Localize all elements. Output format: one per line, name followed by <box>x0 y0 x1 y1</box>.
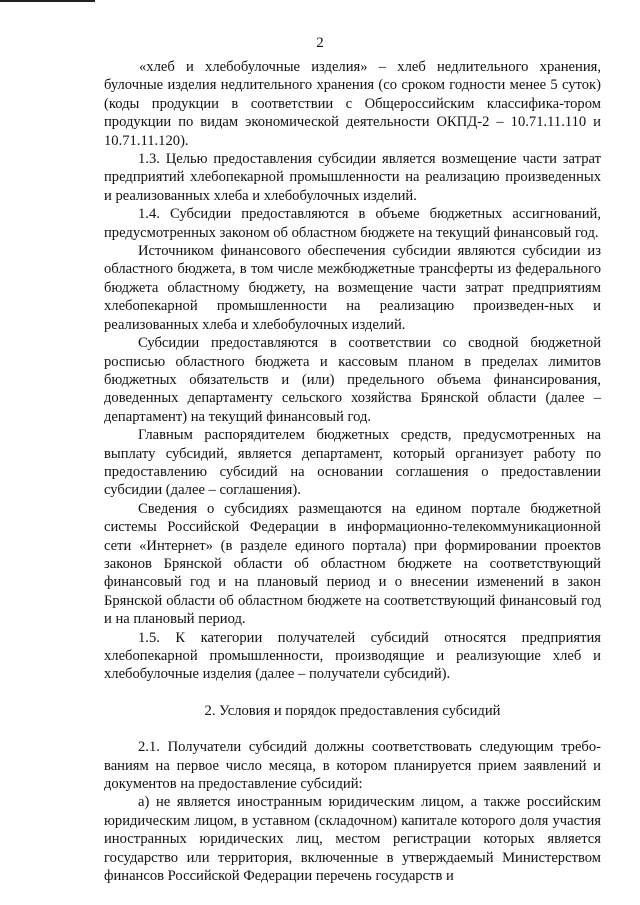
paragraph-1-4: 1.4. Субсидии предоставляются в объеме бюджетных ассигнований, предусмотренных законом об областном бюджете на текущий финансовый год. <box>104 206 601 241</box>
paragraph-1-3: 1.3. Целью предоставления субсидии является возмещение части затрат предприятий хлебопекарной промышленности на реализацию произведенных и реализованных хлеба и хлебобулочных изделий. <box>104 151 601 204</box>
paragraph-1-5: 1.5. К категории получателей субсидий относятся предприятия хлебопекарной промышленности, производящие и реализующие хлеб и хлебобулочные изделия (далее – получатели субсидий). <box>104 629 601 683</box>
scan-edge-line <box>0 0 95 2</box>
page-number: 2 <box>316 35 324 51</box>
paragraph-product-definition: «хлеб и хлебобулочные изделия» – хлеб недлительного хранения, булочные изделия недлительного хранения (со сроком годности менее 5 суток) (коды продукции в соответствии с Общероссийским классифика-тором продукции по видам экономической деятельности ОКПД-2 – 10.71.11.110 и 10.71.11.120). <box>104 59 601 149</box>
paragraph-funding-source: Источником финансового обеспечения субсидии являются субсидии из областного бюджета, в том числе межбюджетные трансферты из федерального бюджета областному бюджету, на возмещение части затрат предприятиям хлебопекарной промышленности на реализацию произведен-ных и реализованных хлеба и хлебобулочных изделий. <box>104 243 601 333</box>
paragraph-requirement-a: а) не является иностранным юридическим лицом, а также российским юридическим лицом, в уставном (складочном) капитале которого доля участия иностранных юридических лиц, местом регистрации которых является государство или территория, включенные в утверждаемый Министерством финансов Российской Федерации перечень государств и <box>104 794 601 885</box>
paragraph-budget-provision: Субсидии предоставляются в соответствии со сводной бюджетной росписью областного бюджета и кассовым планом в пределах лимитов бюджетных обязательств и (или) предельного объема финансирования, доведенных департаменту сельского хозяйства Брянской области (далее – департамент) на текущий финансовый год. <box>104 335 601 425</box>
paragraph-publication: Сведения о субсидиях размещаются на едином портале бюджетной системы Российской Федерации в информационно-телекоммуникационной сети «Интернет» (в разделе единого портала) при формировании проектов законов Брянской области об областном бюджете на соответствующий финансовый год и на плановый период и о внесении изменений в закон Брянской области об областном бюджете на соответствующий финансовый год и на плановый период. <box>104 500 601 628</box>
document-body <box>104 58 601 885</box>
paragraph-2-1: 2.1. Получатели субсидий должны соответствовать следующим требо-ваниям на первое число месяца, в котором планируется прием заявлений и документов на предоставление субсидий: <box>104 739 601 793</box>
section-heading: 2. Условия и порядок предоставления субсидий <box>204 702 501 719</box>
paragraph-main-manager: Главным распорядителем бюджетных средств, предусмотренных на выплату субсидий, является департамент, который организует работу по предоставлению субсидий на основании соглашения о предоставлении субсидии (далее – соглашения). <box>104 427 601 499</box>
